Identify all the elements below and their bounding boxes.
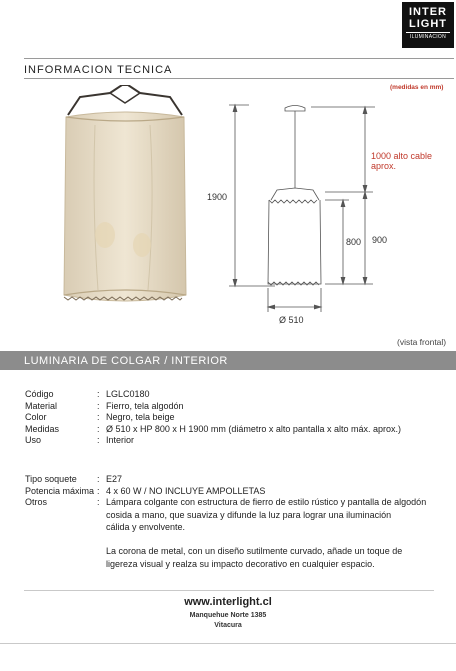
footer-address-line: Manquehue Norte 1385 (189, 612, 267, 619)
spec-label: Material (25, 400, 58, 411)
logo-text-bottom: LIGHT (409, 18, 447, 30)
spec-value: LGLC0180 (106, 389, 150, 399)
footer-city-line: Vitacura (214, 622, 242, 629)
cable-length-label: 1000 alto cable aprox. (371, 151, 433, 171)
description-line: ligereza visual y realza su impacto decorativo en cualquier espacio. (106, 558, 375, 569)
height-total-label: 1900 (207, 192, 228, 202)
spec-value: Ø 510 x HP 800 x H 1900 mm (diámetro x alto pantalla x alto máx. aprox.) (106, 423, 401, 434)
spec-colon: : (97, 412, 100, 422)
spec-label: Medidas (25, 423, 60, 434)
spec-label: Uso (25, 435, 42, 445)
spec-label: Potencia máxima (25, 485, 95, 496)
spec-label: Otros (25, 497, 48, 507)
spec-value: E27 (106, 474, 123, 484)
diameter-label: Ø 510 (279, 315, 304, 325)
spec-value: Fierro, tela algodón (106, 400, 184, 411)
description-paragraph-1 (106, 496, 446, 534)
lamp-height-label: 900 (372, 235, 388, 245)
shade-height-label: 800 (346, 237, 362, 247)
brand-logo (402, 2, 454, 48)
spec-label: Tipo soquete (25, 474, 77, 484)
spec-value: Negro, tela beige (106, 412, 175, 422)
section-title: LUMINARIA DE COLGAR / INTERIOR (24, 355, 228, 367)
description-line: cálida y envolvente. (106, 522, 186, 532)
spec-value: Interior (106, 435, 135, 445)
technical-drawing (225, 100, 380, 330)
logo-text-top: INTER (409, 6, 447, 18)
top-divider (24, 58, 454, 59)
spec-list (0, 389, 456, 449)
spec-colon: : (97, 474, 100, 484)
view-note: (vista frontal) (397, 337, 447, 347)
bottom-divider (0, 643, 456, 644)
spec-colon: : (97, 485, 100, 496)
description-line: Lámpara colgante con estructura de fierro de estilo rústico y pantalla de algodón (106, 497, 427, 507)
header-divider (24, 78, 454, 79)
spec-colon: : (97, 400, 100, 411)
spec-colon: : (97, 389, 100, 399)
page-title: INFORMACION TECNICA (24, 64, 173, 76)
footer-website-link[interactable]: www.interlight.cl (184, 596, 272, 608)
spec-colon: : (97, 435, 100, 445)
spec-colon: : (97, 423, 100, 434)
description-line: cosida a mano, que suaviza y difunde la luz para lograr una iluminación (106, 509, 392, 520)
spec-value: 4 x 60 W / NO INCLUYE AMPOLLETAS (106, 485, 266, 496)
spec-label: Color (25, 412, 47, 422)
product-photo (50, 85, 200, 315)
logo-subtext: ILUMINACION (406, 32, 450, 40)
description-paragraph-2 (106, 545, 446, 570)
section-band (0, 351, 456, 370)
footer-divider (24, 590, 434, 591)
description-line: La corona de metal, con un diseño sutilmente curvado, añade un toque de (106, 546, 403, 556)
spec-colon: : (97, 497, 100, 507)
units-note: (medidas en mm) (390, 84, 444, 91)
spec-label: Código (25, 389, 54, 399)
